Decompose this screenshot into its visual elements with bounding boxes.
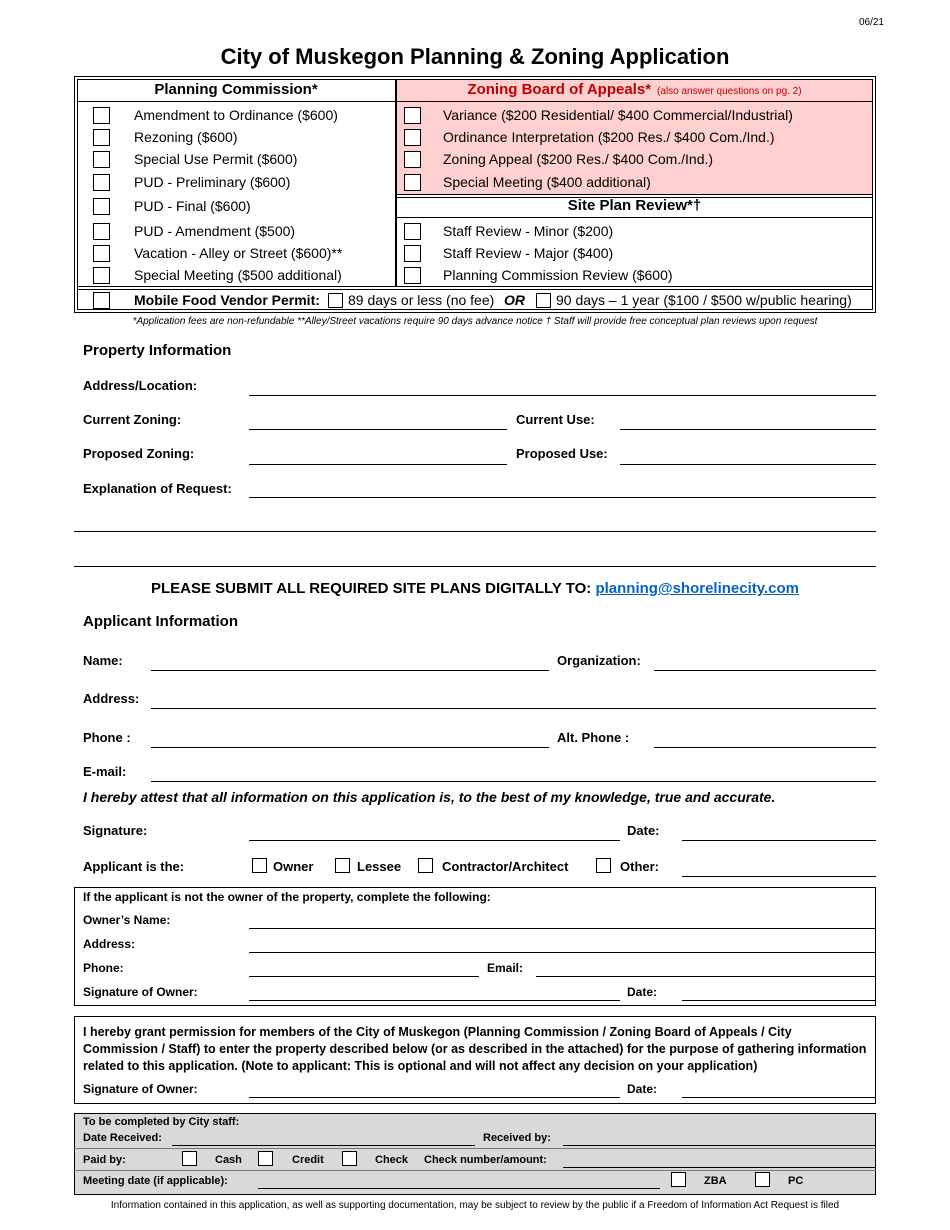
site-plan-divider-bottom: [396, 217, 872, 218]
date-received-label: Date Received:: [83, 1132, 162, 1144]
zba-option-checkbox[interactable]: [404, 174, 421, 191]
owners-name-field[interactable]: [249, 928, 876, 929]
zba-heading: [397, 81, 872, 98]
pc-option-label: Vacation - Alley or Street ($600)**: [134, 245, 343, 261]
check-checkbox[interactable]: [342, 1151, 357, 1166]
signature-field[interactable]: [249, 840, 620, 841]
permission-signature-field[interactable]: [249, 1097, 620, 1098]
mobile-food-or: OR: [504, 292, 525, 308]
owner-label: Owner: [273, 859, 314, 874]
applicant-section-heading: Applicant Information: [83, 613, 238, 630]
permission-statement: I hereby grant permission for members of the City of Muskegon (Planning Commission / Zoning Board of Appeals / City Commission / Staff) to enter the property described below (or as described in the attached) for the purpose of gathering information related to this application. (Note to applicant: This is optional and will not affect any decision on your application): [83, 1025, 867, 1073]
zba-label: ZBA: [704, 1175, 727, 1187]
header-divider: [78, 101, 872, 102]
current-use-field[interactable]: [620, 429, 876, 430]
cash-checkbox[interactable]: [182, 1151, 197, 1166]
revision-date: 06/21: [858, 17, 884, 28]
check-label: Check: [375, 1154, 409, 1166]
owner-box-heading: If the applicant is not the owner of the property, complete the following:: [83, 890, 491, 904]
zba-checkbox[interactable]: [671, 1172, 686, 1187]
lessee-label: Lessee: [357, 859, 402, 874]
submit-text: PLEASE SUBMIT ALL REQUIRED SITE PLANS DIGITALLY TO:: [150, 580, 596, 597]
applicant-is-label: Applicant is the:: [83, 859, 185, 874]
permission-signature-label: Signature of Owner:: [83, 1082, 198, 1096]
column-divider-2: [396, 80, 397, 287]
site-plan-option-checkbox[interactable]: [404, 267, 421, 284]
pc-option-checkbox[interactable]: [93, 223, 110, 240]
email-field[interactable]: [151, 781, 876, 782]
paid-by-label: Paid by:: [83, 1154, 126, 1166]
staff-row-divider-2: [74, 1170, 876, 1171]
owner-address-field[interactable]: [249, 952, 876, 953]
credit-label: Credit: [292, 1154, 324, 1166]
pc-option-checkbox[interactable]: [93, 267, 110, 284]
pc-checkbox[interactable]: [755, 1172, 770, 1187]
check-number-label: Check number/amount:: [424, 1154, 547, 1166]
zba-heading-text: Zoning Board of Appeals*: [467, 81, 652, 98]
pc-label: PC: [788, 1175, 804, 1187]
pc-option-label: PUD - Amendment ($500): [134, 223, 296, 239]
lessee-checkbox[interactable]: [335, 858, 350, 873]
owner-phone-label: Phone:: [83, 961, 124, 975]
pc-option-checkbox[interactable]: [93, 151, 110, 168]
application-type-inner: [77, 79, 873, 310]
mobile-food-long-checkbox[interactable]: [536, 293, 551, 308]
site-plan-heading: Site Plan Review*†: [567, 197, 702, 214]
received-by-label: Received by:: [483, 1132, 551, 1144]
email-label: E-mail:: [83, 764, 127, 779]
current-use-label: Current Use:: [516, 412, 595, 427]
staff-row-divider: [74, 1148, 876, 1149]
pc-option-label: PUD - Final ($600): [134, 198, 251, 214]
owner-email-field[interactable]: [536, 976, 876, 977]
signature-date-label: Date:: [627, 823, 660, 838]
address-location-label: Address/Location:: [83, 378, 198, 393]
owner-checkbox[interactable]: [252, 858, 267, 873]
meeting-date-label: Meeting date (if applicable):: [83, 1175, 228, 1187]
property-section-heading: Property Information: [83, 342, 232, 359]
other-label: Other:: [620, 859, 659, 874]
owner-address-label: Address:: [83, 937, 136, 951]
alt-phone-label: Alt. Phone :: [557, 730, 630, 745]
pc-option-checkbox[interactable]: [93, 129, 110, 146]
zba-note: (also answer questions on pg. 2): [657, 86, 802, 97]
other-checkbox[interactable]: [596, 858, 611, 873]
contractor-label: Contractor/Architect: [442, 859, 569, 874]
current-zoning-label: Current Zoning:: [83, 412, 182, 427]
zba-option-label: Zoning Appeal ($200 Res./ $400 Com./Ind.): [443, 151, 714, 167]
meeting-date-field[interactable]: [258, 1188, 660, 1189]
foia-notice: Information contained in this application, as well as supporting documentation, may be subject to review by the public if a Freedom of Information Act Request is filed: [110, 1200, 840, 1211]
owner-date-label: Date:: [627, 985, 658, 999]
attestation-statement: I hereby attest that all information on this application is, to the best of my knowledge, true and accurate.: [83, 789, 776, 805]
cash-label: Cash: [215, 1154, 242, 1166]
organization-label: Organization:: [557, 653, 641, 668]
pc-option-checkbox[interactable]: [93, 245, 110, 262]
permission-date-field[interactable]: [682, 1097, 876, 1098]
zba-option-checkbox[interactable]: [404, 151, 421, 168]
site-plan-divider-top: [396, 194, 872, 195]
current-zoning-field[interactable]: [249, 429, 507, 430]
organization-field[interactable]: [654, 670, 876, 671]
pc-option-checkbox[interactable]: [93, 174, 110, 191]
mobile-food-short-checkbox[interactable]: [328, 293, 343, 308]
submit-instructions: [0, 580, 950, 597]
explanation-field-line-1[interactable]: [249, 497, 876, 498]
mobile-food-checkbox[interactable]: [93, 292, 110, 309]
zba-option-label: Special Meeting ($400 additional): [443, 174, 651, 190]
applicant-address-field[interactable]: [151, 708, 876, 709]
pc-option-label: Amendment to Ordinance ($600): [134, 107, 338, 123]
site-plan-option-checkbox[interactable]: [404, 245, 421, 262]
phone-label: Phone :: [83, 730, 131, 745]
proposed-zoning-field[interactable]: [249, 464, 507, 465]
check-number-field[interactable]: [563, 1167, 876, 1168]
zba-option-label: Variance ($200 Residential/ $400 Commercial/Industrial): [443, 107, 793, 123]
address-location-field[interactable]: [249, 395, 876, 396]
alt-phone-field[interactable]: [654, 747, 876, 748]
name-field[interactable]: [151, 670, 549, 671]
explanation-field-line-2[interactable]: [74, 531, 876, 532]
site-plan-option-label: Planning Commission Review ($600): [443, 267, 673, 283]
owner-signature-field[interactable]: [249, 1000, 620, 1001]
contractor-checkbox[interactable]: [418, 858, 433, 873]
proposed-use-label: Proposed Use:: [516, 446, 608, 461]
site-plan-option-checkbox[interactable]: [404, 223, 421, 240]
applicant-address-label: Address:: [83, 691, 140, 706]
mobile-food-label: Mobile Food Vendor Permit:: [134, 292, 320, 308]
owner-email-label: Email:: [487, 961, 524, 975]
mobile-food-divider-2: [78, 289, 872, 290]
proposed-zoning-label: Proposed Zoning:: [83, 446, 195, 461]
mobile-food-long-label: 90 days – 1 year ($100 / $500 w/public hearing): [556, 292, 852, 308]
site-plan-option-label: Staff Review - Major ($400): [443, 245, 614, 261]
permission-date-label: Date:: [627, 1082, 658, 1096]
owner-date-field[interactable]: [682, 1000, 876, 1001]
zba-option-label: Ordinance Interpretation ($200 Res./ $400 Com./Ind.): [443, 129, 775, 145]
pc-option-label: Rezoning ($600): [134, 129, 238, 145]
phone-field[interactable]: [151, 747, 549, 748]
zba-option-checkbox[interactable]: [404, 129, 421, 146]
zba-option-checkbox[interactable]: [404, 107, 421, 124]
credit-checkbox[interactable]: [258, 1151, 273, 1166]
date-received-field[interactable]: [172, 1145, 475, 1146]
fee-footnote: *Application fees are non-refundable **Alley/Street vacations require 90 days advance notice † Staff will provide free conceptual plan reviews upon request: [132, 316, 818, 327]
pc-option-checkbox[interactable]: [93, 107, 110, 124]
received-by-field[interactable]: [563, 1145, 876, 1146]
pc-option-label: Special Use Permit ($600): [134, 151, 298, 167]
proposed-use-field[interactable]: [620, 464, 876, 465]
explanation-field-line-3[interactable]: [74, 566, 876, 567]
name-label: Name:: [83, 653, 123, 668]
planning-email-link[interactable]: planning@shorelinecity.com: [595, 580, 800, 597]
planning-commission-heading: Planning Commission*: [154, 81, 318, 98]
owner-phone-field[interactable]: [249, 976, 479, 977]
owners-name-label: Owner’s Name:: [83, 913, 171, 927]
signature-date-field[interactable]: [682, 840, 876, 841]
pc-option-label: Special Meeting ($500 additional): [134, 267, 342, 283]
owner-signature-label: Signature of Owner:: [83, 985, 198, 999]
mobile-food-short-label: 89 days or less (no fee): [348, 292, 495, 308]
explanation-label: Explanation of Request:: [83, 481, 232, 496]
application-type-table: [74, 76, 876, 313]
signature-label: Signature:: [83, 823, 148, 838]
mobile-food-divider: [78, 286, 872, 287]
staff-heading: To be completed by City staff:: [83, 1116, 240, 1128]
pc-option-checkbox[interactable]: [93, 198, 110, 215]
page-title: City of Muskegon Planning & Zoning Application: [220, 44, 730, 69]
other-field[interactable]: [682, 876, 876, 877]
site-plan-option-label: Staff Review - Minor ($200): [443, 223, 614, 239]
pc-option-label: PUD - Preliminary ($600): [134, 174, 291, 190]
